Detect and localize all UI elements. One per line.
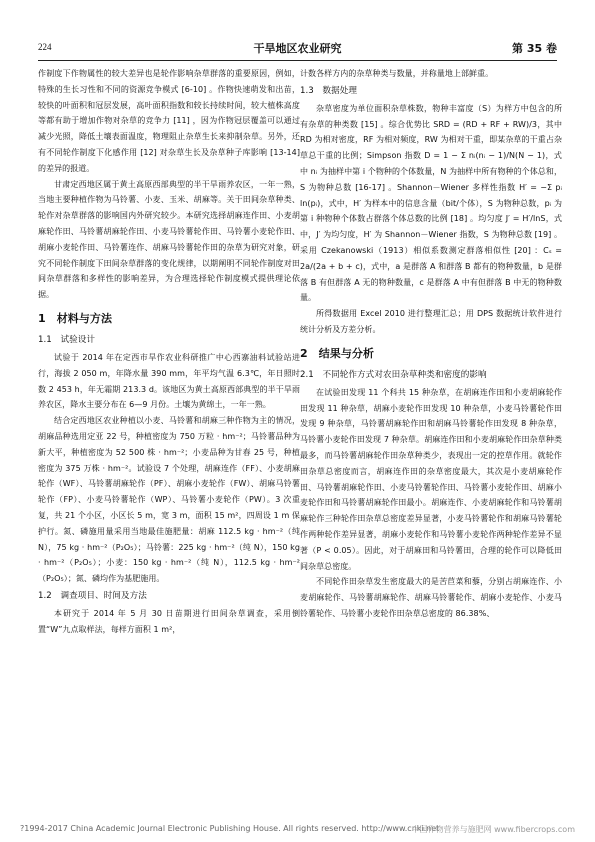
body-paragraph: 试验于 2014 年在定西市旱作农业科研推广中心西寨油料试验站进行，海拔 2 050 m，年降水量 390 mm，年平均气温 6.3℃，年日照时数 2 453 h，年无霜期 213.3 d。该地区为黄土高原西部典型的半干旱雨养农区，降水主要分布在 6—9 月份。土壤为黄绵土，一年一熟。 — [38, 352, 300, 410]
left-column — [38, 66, 300, 638]
body-paragraph: 结合定西地区农业种植以小麦、马铃薯和胡麻三种作物为主的情况，胡麻品种选用定亚 22 号，种植密度为 750 万粒 · hm⁻²；马铃薯品种为新大平，种植密度为 52 500 株 · hm⁻²；小麦品种为甘春 25 号，种植密度为 375 万株 · hm⁻²。试验设 7 个处理，胡麻连作（FF）、小麦胡麻轮作（WF）、马铃薯胡麻轮作（PF）、胡麻小麦轮作（FW）、胡麻马铃薯轮作（FP）、小麦马铃薯轮作（WP）、马铃薯小麦轮作（PW）。3 次重复，共 21 个小区，小区长 5 m，宽 3 m，面积 15 m²，四周设 1 m 保护行。氮、磷施用量采用当地最佳施肥量：胡麻 112.5 kg · hm⁻²（纯 N），75 kg · hm⁻²（P₂O₅）；马铃薯：225 kg · hm⁻²（纯 N），150 kg · hm⁻²（P₂O₅）；小麦：150 kg · hm⁻²（纯 N），112.5 kg · hm⁻²（P₂O₅）；氮、磷均作为基肥施用。 — [38, 416, 300, 584]
right-column — [300, 66, 562, 622]
body-paragraph: 所得数据用 Excel 2010 进行整理汇总；用 DPS 数据统计软件进行统计分析及方差分析。 — [300, 309, 562, 334]
running-header — [38, 38, 557, 58]
journal-title: 干旱地区农业研究 — [253, 42, 342, 55]
section-heading: 1 材料与方法 — [38, 311, 113, 325]
body-paragraph: 不同轮作田杂草发生密度最大的是苦苣菜和藜，分别占胡麻连作、小麦胡麻轮作、马铃薯胡麻轮作、胡麻马铃薯轮作、胡麻小麦轮作、小麦马铃薯轮作、马铃薯小麦轮作田杂草总密度的 86.38%、 — [300, 577, 562, 618]
subsection-heading: 1.3 数据处理 — [300, 85, 358, 96]
body-paragraph: 甘肃定西地区属于黄土高原西部典型的半干旱雨养农区，一年一熟，当地主要种植作物为马铃薯、小麦、玉米、胡麻等。关于田间杂草种类、轮作对杂草群落的影响国内外研究较少。本研究选择胡麻连作田、小麦胡麻轮作田、马铃薯胡麻轮作田、小麦马铃薯轮作田、马铃薯小麦轮作田、胡麻小麦轮作田、马铃薯连作、胡麻马铃薯轮作田的杂草为研究对象，研究不同轮作制度下田间杂草群落的变化规律，以期阐明不同轮作制度对田间杂草群落和多样性的影响差异，为合理选择轮作制度模式提供理论依据。 — [38, 179, 300, 300]
section-heading: 2 结果与分析 — [300, 346, 375, 360]
body-paragraph: 计数各样方内的杂草种类与数量，并称量地上部鲜重。 — [300, 69, 494, 78]
subsection-heading: 1.2 调查项目、时间及方法 — [38, 590, 147, 601]
body-paragraph: 杂草密度为单位面积杂草株数，物种丰富度（S）为样方中包含的所有杂草的种类数 [15] 。综合优势比 SRD = (RD + RF + RW)/3，其中 RD 为相对密度，RF 为相对频度，RW 为相对干重，即某杂草的干重占杂草总干重的比例；Simpson 指数 D = 1 − Σ nᵢ(nᵢ − 1)/N(N − 1)，式中 nᵢ 为抽样中第 i 个物种的个体数量，N 为抽样中所有物种的个体总和，S 为物种总数 [16-17] 。Shannon－Wiener 多样性指数 H′ = −Σ pᵢ ln(pᵢ)，式中，H′ 为样本中的信息含量（bit/个体），S 为物种总数，pᵢ 为第 i 种物种个体数占群落个体总数的比例 [18] 。均匀度 J′ = H′/lnS，式中，J′ 为均匀度，H′ 为 Shannon－Wiener 指数，S 为物种总数 [19] 。采用 Czekanowski（1913）相似系数测定群落相似性 [20] ：Cₛ = 2a/(2a + b + c)，式中，a 是群落 A 和群落 B 都有的物种数量，b 是群落 B 有但群落 A 无的物种数量，c 是群落 A 中有但群落 B 中无的物种数量。 — [300, 103, 562, 303]
page-number: 224 — [38, 42, 52, 52]
watermark: 中国作物营养与施肥网 www.fibercrops.com — [411, 825, 575, 834]
volume-label: 第 35 卷 — [512, 42, 557, 55]
body-paragraph: 本研究于 2014 年 5 月 30 日苗期进行田间杂草调查，采用倒置“W”九点取样法，每样方面积 1 m²， — [38, 608, 300, 634]
body-paragraph: 在试验田发现 11 个科共 15 种杂草，在胡麻连作田和小麦胡麻轮作田发现 11 种杂草，胡麻小麦轮作田发现 10 种杂草，小麦马铃薯轮作田发现 9 种杂草，马铃薯胡麻轮作田和胡麻马铃薯轮作田发现 8 种杂草，马铃薯小麦轮作田发现 7 种杂草。胡麻连作田和小麦胡麻轮作田杂草种类最多，而马铃薯胡麻轮作田杂草种类少，表现出一定的控草作用。就轮作田杂草总密度而言，胡麻连作田的杂草密度最大，其次是小麦胡麻轮作田、马铃薯胡麻轮作田、小麦马铃薯轮作田、马铃薯小麦轮作田、胡麻小麦轮作田和马铃薯胡麻轮作田最小。胡麻连作、小麦胡麻轮作和马铃薯胡麻轮作三种轮作田杂草总密度差异显著，小麦马铃薯轮作和胡麻马铃薯轮作两种轮作差异显著，胡麻小麦轮作和马铃薯小麦轮作两种轮作差异不显著（P < 0.05）。因此，对于胡麻田和马铃薯田，合理的轮作可以降低田间杂草总密度。 — [300, 387, 562, 571]
copyright-line: ?1994-2017 China Academic Journal Electronic Publishing House. All rights reserved. http://www.cnki.net — [20, 824, 440, 833]
body-paragraph: 作制度下作物属性的较大差异也是轮作影响杂草群落的重要原因，例如，特殊的生长习性和不同的资源竞争模式 [6-10] 。作物快速萌发和出苗，较快的叶面积和冠层发展，高叶面积指数和较长持续时间，较大植株高度等都有助于增加作物对杂草的竞争力 [11] ，因为作物冠层覆盖可以通过减少光照，降低土壤表面温度，物理阻止杂草生长来抑制杂草。另外，还有不同轮作制度下化感作用 [12] 对杂草生长及杂草种子库影响 [13-14] 的差异的报道。 — [38, 69, 300, 173]
header-rule — [38, 60, 557, 61]
subsection-heading: 1.1 试验设计 — [38, 334, 96, 345]
subsection-heading: 2.1 不同轮作方式对农田杂草种类和密度的影响 — [300, 369, 487, 380]
